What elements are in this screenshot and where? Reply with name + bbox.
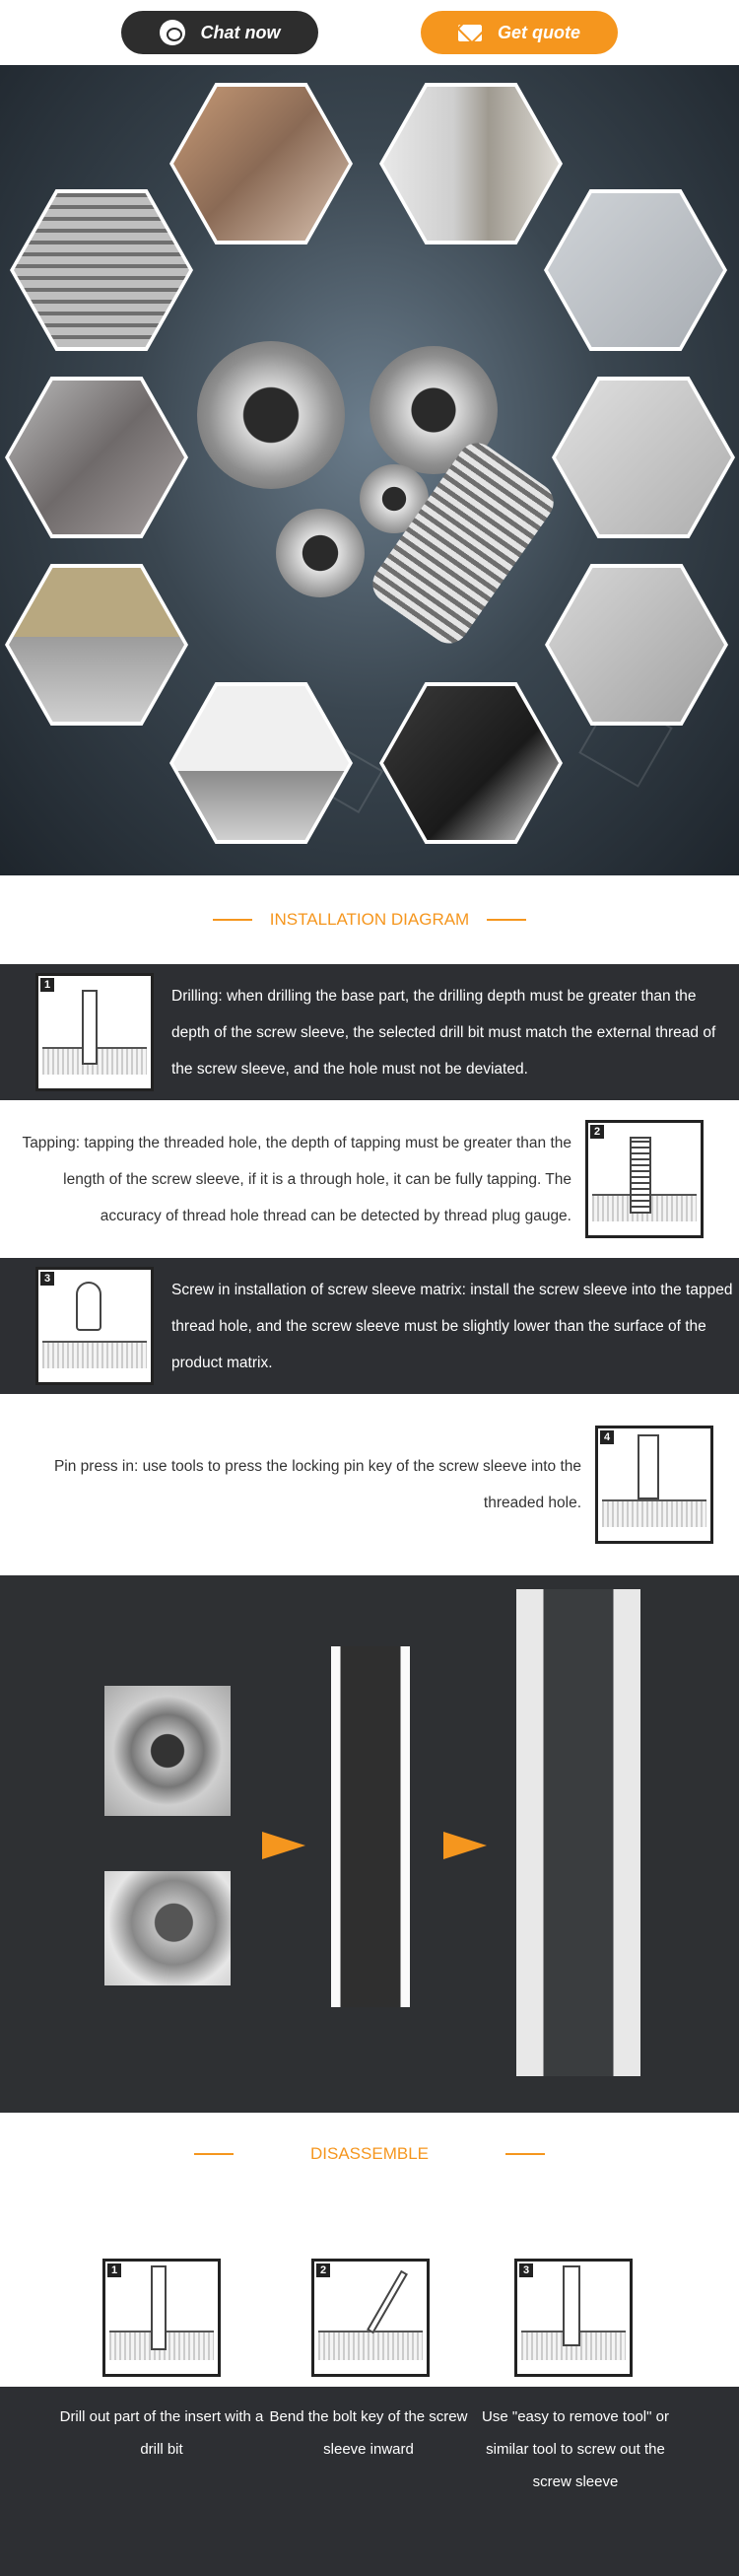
tap-tool-shape: [630, 1137, 651, 1214]
photo-press-tool: [516, 1589, 640, 2076]
arrow-icon: [443, 1832, 487, 1859]
disassemble-step-2-diagram: [311, 2259, 430, 2377]
chat-icon: [160, 20, 185, 45]
photo-install-tool: [331, 1646, 410, 2007]
get-quote-label: Get quote: [498, 22, 580, 42]
get-quote-button[interactable]: [421, 11, 618, 54]
step-2-diagram: [585, 1120, 704, 1238]
install-step-1: [0, 964, 739, 1100]
installation-title: INSTALLATION DIAGRAM: [269, 910, 470, 929]
install-step-2-text: Tapping: tapping the threaded hole, the depth of tapping must be greater than the length of the screw sleeve, if it is a through hole, it can be fully tapping. The accuracy of thread hole thread can be detected by thread plug gauge.: [22, 1134, 571, 1224]
disassemble-step-3-text: Use "easy to remove tool" or similar tool to screw out the screw sleeve: [482, 2408, 669, 2490]
step-number: 4: [600, 1430, 614, 1444]
finger-shape: [76, 1282, 101, 1331]
step-3-diagram: [35, 1267, 154, 1385]
step-number: 1: [107, 2263, 121, 2277]
step-number: 3: [40, 1272, 54, 1286]
diagram-ground: [42, 1341, 147, 1368]
title-divider-right: [505, 2153, 545, 2155]
install-step-3: [0, 1258, 739, 1394]
disassemble-title: DISASSEMBLE: [310, 2144, 429, 2163]
disassemble-section-header: [0, 2113, 739, 2195]
disassemble-step-3-diagram: [514, 2259, 633, 2377]
step-4-diagram: [595, 1426, 713, 1544]
install-step-2: [0, 1100, 739, 1258]
hex-photo-heatsink: [10, 189, 193, 351]
removal-tool-shape: [563, 2265, 580, 2346]
install-step-1-text: Drilling: when drilling the base part, the drilling depth must be greater than the depth of the screw sleeve, the selected drill bit must match the external thread of the screw sleeve, and the hole must not be deviated.: [171, 987, 716, 1078]
photo-insert-top-view: [104, 1686, 231, 1816]
step-number: 3: [519, 2263, 533, 2277]
hex-photo-metal-block: [169, 83, 353, 244]
hex-photo-aluminum-bracket: [545, 564, 728, 726]
title-divider-left: [213, 919, 252, 921]
press-tool-shape: [638, 1434, 659, 1499]
arrow-icon: [262, 1832, 305, 1859]
step-1-diagram: [35, 973, 154, 1091]
title-divider-left: [194, 2153, 234, 2155]
title-divider-right: [487, 919, 526, 921]
hex-photo-knurled-part: [5, 564, 188, 726]
step-number: 2: [590, 1125, 604, 1139]
top-action-bar: [0, 0, 739, 65]
installation-section-header: [0, 875, 739, 964]
diagram-ground: [318, 2331, 423, 2360]
mail-icon: [458, 25, 482, 41]
hex-photo-pipe-fitting: [552, 377, 735, 538]
hex-photo-cast-housing: [5, 377, 188, 538]
thread-insert-large: [197, 341, 345, 489]
drill-bit-shape: [151, 2265, 167, 2350]
photo-threaded-hole: [104, 1871, 231, 1985]
disassemble-step-1-text: Drill out part of the insert with a drill bit: [59, 2408, 264, 2458]
install-step-3-text: Screw in installation of screw sleeve matrix: install the screw sleeve into the tapped thread hole, and the screw sleeve must be slightly lower than the surface of the product matrix.: [171, 1281, 733, 1371]
hex-photo-blue-housing: [544, 189, 727, 351]
install-step-4-text: Pin press in: use tools to press the locking pin key of the screw sleeve into the threaded hole.: [53, 1458, 581, 1511]
disassemble-step-2-text: Bend the bolt key of the screw sleeve inward: [269, 2408, 468, 2458]
punch-tool-shape: [367, 2270, 408, 2334]
install-step-4: [0, 1394, 739, 1575]
diagram-ground: [602, 1499, 706, 1527]
chat-now-label: Chat now: [200, 22, 281, 42]
chat-now-button[interactable]: [121, 11, 318, 54]
hero-product-collage: [0, 65, 739, 875]
thread-insert-ring: [276, 509, 365, 597]
step-number: 2: [316, 2263, 330, 2277]
hex-photo-black-case: [379, 682, 563, 844]
step-number: 1: [40, 978, 54, 992]
installation-photo-band: [0, 1575, 739, 2113]
hex-photo-ceramic-part: [379, 83, 563, 244]
drill-bit-shape: [82, 990, 98, 1065]
hex-photo-cylinder: [169, 682, 353, 844]
disassemble-step-1-diagram: [102, 2259, 221, 2377]
disassemble-steps: [0, 2195, 739, 2576]
